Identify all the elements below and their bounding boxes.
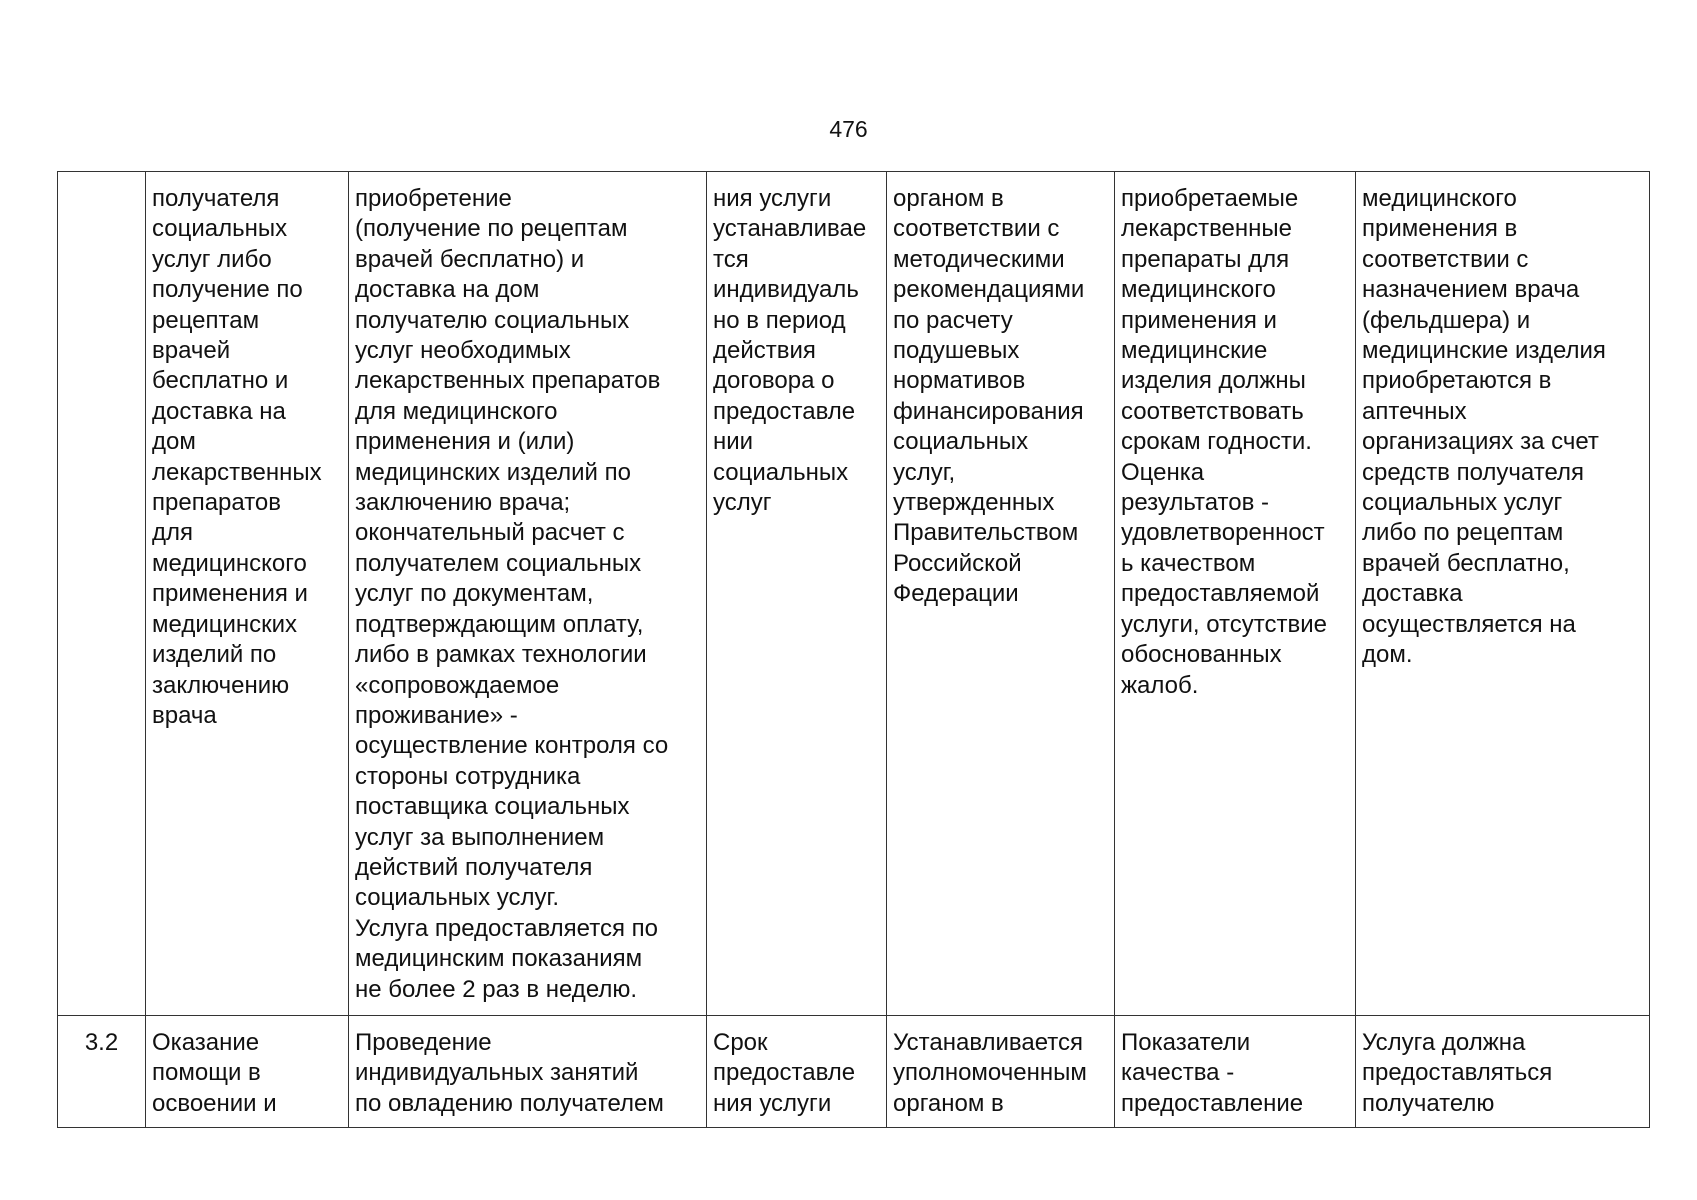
services-table [57, 171, 1650, 1128]
service-name-cell: получателя социальных услуг либо получение по рецептам врачей бесплатно и доставка на дом лекарственных препаратов для медицинского применения и медицинских изделий по заключению врача [146, 172, 349, 1016]
quality-indicators-cell: приобретаемые лекарственные препараты для медицинского применения и медицинские изделия должны соответствовать срокам годности. Оценка результатов - удовлетворенност ь качеством предоставляемой услуги, отсутствие обоснованных жалоб. [1115, 172, 1356, 1016]
service-term-cell: ния услуги устанавливае тся индивидуаль но в период действия договора о предоставле нии социальных услуг [707, 172, 887, 1016]
table-row [58, 1016, 1650, 1128]
row-number-cell [58, 172, 146, 1016]
service-description-cell: приобретение (получение по рецептам врачей бесплатно) и доставка на дом получателю социальных услуг необходимых лекарственных препаратов для медицинского применения и (или) медицинских изделий по заключению врача; окончательный расчет с получателем социальных услуг по документам, подтверждающим оплату, либо в рамках технологии «сопровождаемое проживание» - осуществление контроля со стороны сотрудника поставщика социальных услуг за выполнением действий получателя социальных услуг. Услуга предоставляется по медицинским показаниям не более 2 раз в неделю. [349, 172, 707, 1016]
service-norm-cell: органом в соответствии с методическими рекомендациями по расчету подушевых нормативов финансирования социальных услуг, утвержденных Правительством Российской Федерации [887, 172, 1115, 1016]
service-conditions-cell: Услуга должна предоставляться получателю [1356, 1016, 1650, 1128]
page-number: 476 [829, 116, 868, 142]
service-norm-cell: Устанавливается уполномоченным органом в [887, 1016, 1115, 1128]
table-row [58, 172, 1650, 1016]
service-term-cell: Срок предоставле ния услуги [707, 1016, 887, 1128]
quality-indicators-cell: Показатели качества - предоставление [1115, 1016, 1356, 1128]
row-number-cell: 3.2 [58, 1016, 146, 1128]
service-description-cell: Проведение индивидуальных занятий по овладению получателем [349, 1016, 707, 1128]
service-conditions-cell: медицинского применения в соответствии с назначением врача (фельдшера) и медицинские изделия приобретаются в аптечных организациях за счет средств получателя социальных услуг либо по рецептам врачей бесплатно, доставка осуществляется на дом. [1356, 172, 1650, 1016]
service-name-cell: Оказание помощи в освоении и [146, 1016, 349, 1128]
